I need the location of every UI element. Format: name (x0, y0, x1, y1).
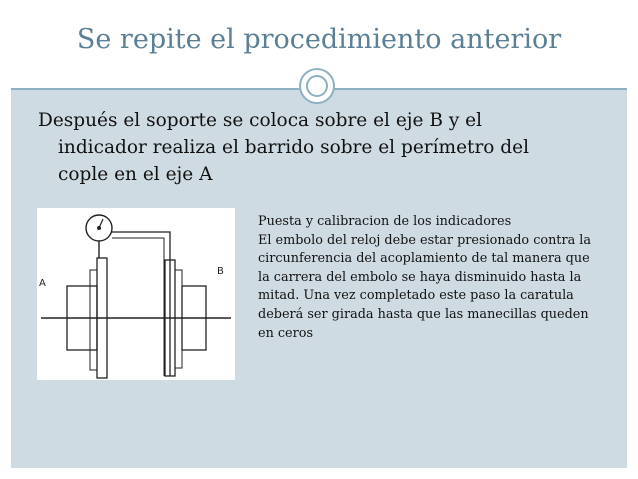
body-line-1: Después el soporte se coloca sobre el eje B y el (38, 110, 483, 131)
bracket-arm (112, 232, 170, 376)
label-a: A (39, 278, 46, 289)
coupling-diagram (37, 208, 235, 380)
note-line-5: mitad. Una vez completado este paso la caratula (258, 288, 574, 304)
flange-a-lip (90, 270, 97, 370)
coupling-alignment-figure (37, 208, 235, 380)
note-line-1: Puesta y calibracion de los indicadores (258, 214, 512, 229)
bracket-arm-inner (112, 238, 164, 376)
slide-title: Se repite el procedimiento anterior (76, 24, 562, 55)
note-line-6: deberá ser girada hasta que las manecillas queden (258, 306, 589, 322)
flange-b-lip (175, 270, 182, 368)
body-line-2: indicador realiza el barrido sobre el perímetro del (58, 137, 530, 158)
label-b: B (217, 266, 224, 277)
divider-ring-inner (306, 75, 328, 97)
note-line-4: la carrera del embolo se haya disminuido hasta la (258, 269, 582, 285)
divider-ring-ornament (299, 68, 335, 104)
body-text (38, 107, 618, 188)
note-line-3: circunferencia del acoplamiento de tal manera que (258, 251, 590, 267)
body-line-3: cople en el eje A (58, 164, 213, 185)
note-line-7: en ceros (258, 325, 314, 341)
note-line-2: El embolo del reloj debe estar presionado contra la (258, 232, 591, 248)
calibration-note (258, 213, 628, 343)
